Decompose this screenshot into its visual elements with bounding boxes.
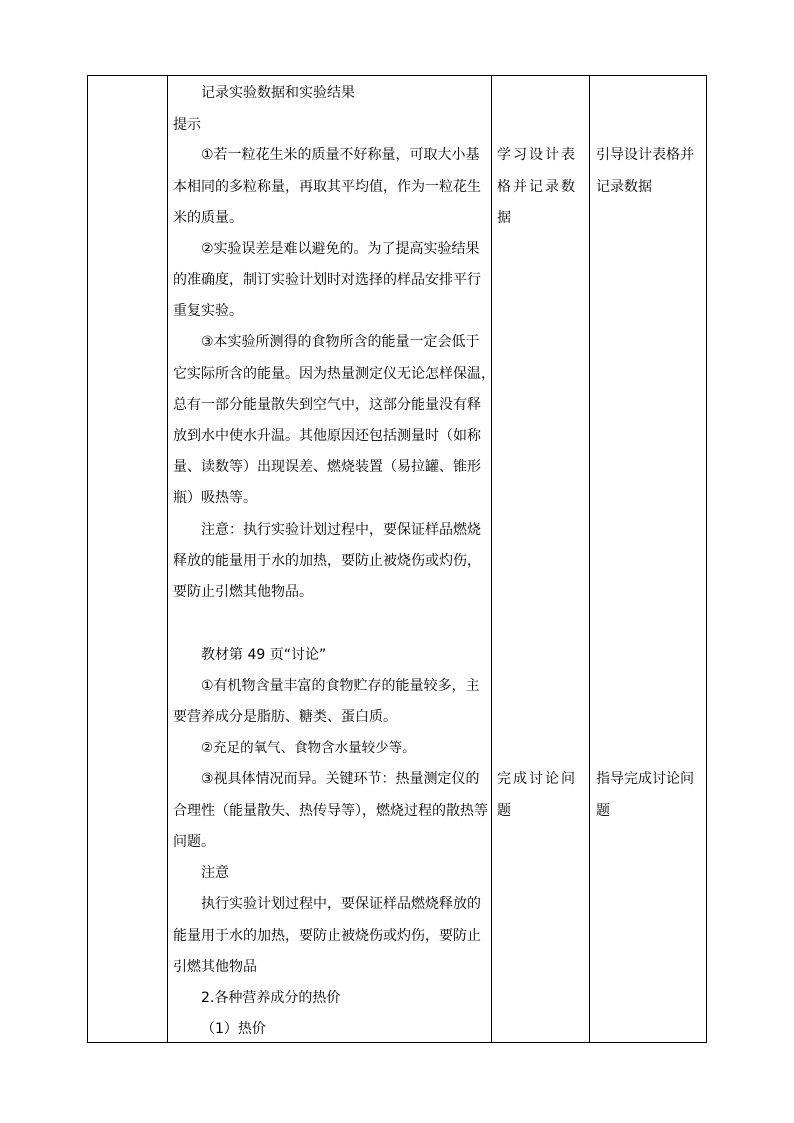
- discussion-line: ①有机物含量丰富的食物贮存的能量较多，主: [201, 678, 480, 694]
- hint-line: ①若一粒花生米的质量不好称量，可取大小基: [201, 147, 480, 163]
- hint-label: 提示: [173, 117, 201, 133]
- discussion-title: 教材第 49 页“讨论”: [201, 647, 327, 663]
- teacher-activity-line: 题: [596, 803, 610, 819]
- discussion-line: 要营养成分是脂肪、糖类、蛋白质。: [173, 709, 397, 725]
- blank-stage-cell: [88, 76, 167, 1042]
- note-line: 执行实验计划过程中，要保证样品燃烧释放的: [201, 896, 481, 912]
- discussion-line: ③视具体情况而异。关键环节：热量测定仪的: [201, 771, 480, 787]
- hint-line: 重复实验。: [173, 303, 243, 319]
- student-activity-line: 题: [497, 803, 511, 819]
- teacher-activity-line: 指导完成讨论问: [596, 771, 694, 787]
- teacher-activity-line: 引导设计表格并: [596, 147, 694, 163]
- section-heading: 记录实验数据和实验结果: [201, 85, 355, 101]
- student-activity-cell: [492, 76, 589, 1042]
- note-label: 注意: [201, 865, 229, 881]
- section-2-heading: 2.各种营养成分的热价: [201, 990, 341, 1006]
- discussion-line: 问题。: [173, 834, 215, 850]
- hint-line: ③本实验所测得的食物所含的能量一定会低于: [201, 334, 480, 350]
- hint-line: 米的质量。: [173, 210, 243, 226]
- teacher-activity-line: 记录数据: [596, 179, 652, 195]
- note-line: 注意：执行实验计划过程中，要保证样品燃烧: [201, 522, 481, 538]
- discussion-line: ②充足的氧气、食物含水量较少等。: [201, 740, 416, 756]
- hint-line: 瓶）吸热等。: [173, 490, 257, 506]
- note-line: 要防止引燃其他物品。: [173, 584, 313, 600]
- student-activity-line: 学习设计表: [497, 147, 577, 163]
- teacher-activity-cell: [590, 76, 706, 1042]
- hint-line: ②实验误差是难以避免的。为了提高实验结果: [201, 241, 480, 257]
- hint-line: 放到水中使水升温。其他原因还包括测量时（如称: [173, 428, 481, 444]
- content-cell: [168, 76, 495, 1042]
- lesson-table: [87, 75, 707, 1043]
- subsection-heading: （1）热价: [201, 1021, 266, 1037]
- discussion-line: 合理性（能量散失、热传导等），燃烧过程的散热等: [173, 803, 488, 819]
- hint-line: 它实际所含的能量。因为热量测定仪无论怎样保温，: [173, 366, 495, 382]
- hint-line: 量、读数等）出现误差、燃烧装置（易拉罐、锥形: [173, 459, 481, 475]
- hint-line: 本相同的多粒称量，再取其平均值，作为一粒花生: [173, 179, 481, 195]
- student-activity-line: 据: [497, 210, 511, 226]
- hint-line: 的准确度，制订实验计划时对选择的样品安排平行: [173, 272, 481, 288]
- student-activity-line: 格并记录数: [497, 179, 577, 195]
- student-activity-line: 完成讨论问: [497, 771, 577, 787]
- note-line: 引燃其他物品: [173, 959, 257, 975]
- note-line: 释放的能量用于水的加热，要防止被烧伤或灼伤，: [173, 553, 481, 569]
- note-line: 能量用于水的加热，要防止被烧伤或灼伤，要防止: [173, 928, 481, 944]
- hint-line: 总有一部分能量散失到空气中，这部分能量没有释: [173, 397, 481, 413]
